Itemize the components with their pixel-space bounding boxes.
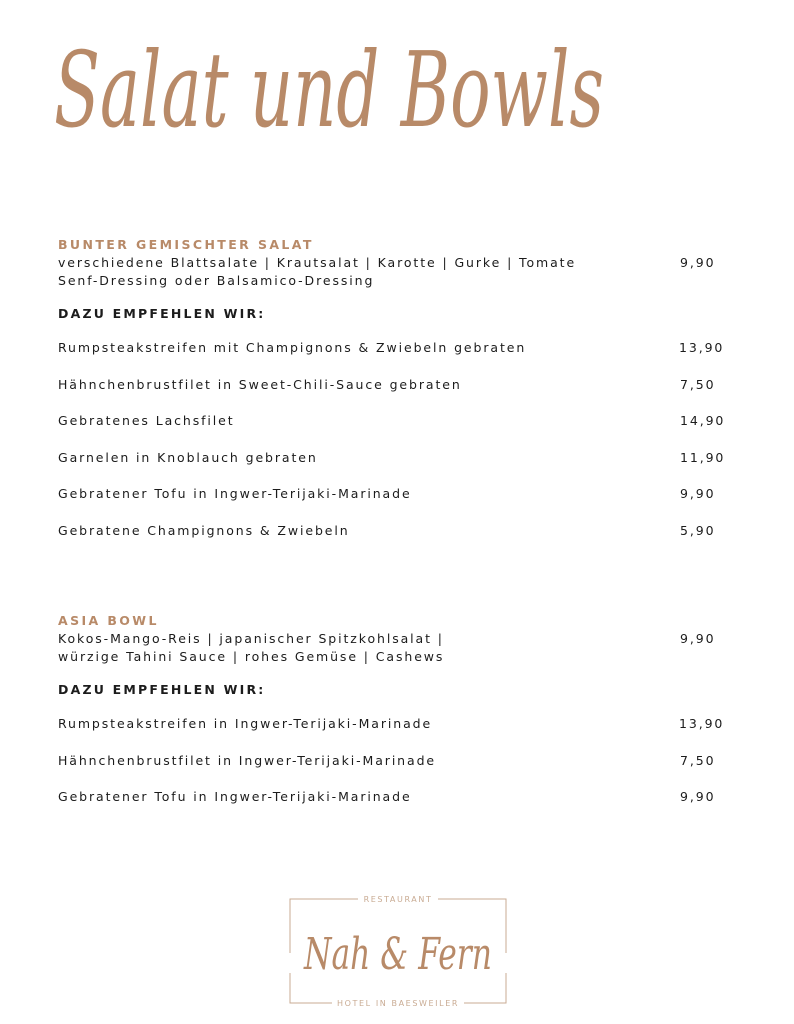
section-price: 9,90 [680,255,716,270]
menu-item [58,752,748,789]
description-line: verschiedene Blattsalate | Krautsalat | Karotte | Gurke | Tomate [58,255,577,270]
description-line: würzige Tahini Sauce | rohes Gemüse | Cashews [58,648,445,664]
menu-item [58,522,748,559]
page-title-text: Salat und Bowls [54,29,604,151]
menu-item-name: Rumpsteakstreifen in Ingwer-Terijaki-Marinade [58,716,433,731]
section-description [58,254,748,289]
menu-item [58,339,748,376]
menu-item-name: Hähnchenbrustfilet in Ingwer-Terijaki-Marinade [58,752,436,768]
menu-item-name: Gebratener Tofu in Ingwer-Terijaki-Marinade [58,789,412,805]
menu-item-price: 5,90 [680,522,716,538]
menu-item-price: 14,90 [680,413,726,429]
logo-bottom-text: HOTEL IN BAESWEILER [336,999,460,1008]
menu-item [58,449,748,486]
menu-item-price: 13,90 [679,340,725,355]
recommend-list [58,339,748,559]
menu-item-name: Rumpsteakstreifen mit Champignons & Zwiebeln gebraten [58,340,527,355]
menu-item [58,715,748,752]
menu-item-price: 9,90 [680,486,716,502]
recommend-list [58,715,748,825]
recommend-heading: DAZU EMPFEHLEN WIR: [58,306,266,321]
section-title: ASIA BOWL [58,613,159,628]
menu-item [58,412,748,449]
restaurant-logo [288,893,508,1011]
menu-item-price: 7,50 [680,376,716,392]
menu-item-name: Hähnchenbrustfilet in Sweet-Chili-Sauce gebraten [58,376,462,392]
section-bunter-gemischter-salat [58,236,748,559]
menu-item-price: 13,90 [679,716,725,731]
section-title: BUNTER GEMISCHTER SALAT [58,237,314,252]
logo-name: Nah & Fern [303,929,492,980]
section-price: 9,90 [680,631,716,646]
menu-item-price: 9,90 [680,789,716,805]
menu-item [58,376,748,413]
menu-item-price: 7,50 [680,752,716,768]
menu-item-name: Gebratene Champignons & Zwiebeln [58,522,350,538]
section-asia-bowl [58,612,748,825]
menu-item-price: 11,90 [680,449,726,465]
menu-item-name: Garnelen in Knoblauch gebraten [58,449,318,465]
menu-item [58,788,748,825]
section-description [58,630,748,665]
menu-item-name: Gebratenes Lachsfilet [58,413,235,429]
description-line: Senf-Dressing oder Balsamico-Dressing [58,272,375,288]
page-title [52,18,612,168]
menu-item [58,485,748,522]
logo-top-text: RESTAURANT [363,895,433,904]
description-line: Kokos-Mango-Reis | japanischer Spitzkohlsalat | [58,631,444,646]
menu-item-name: Gebratener Tofu in Ingwer-Terijaki-Marinade [58,486,412,502]
recommend-heading: DAZU EMPFEHLEN WIR: [58,682,266,697]
